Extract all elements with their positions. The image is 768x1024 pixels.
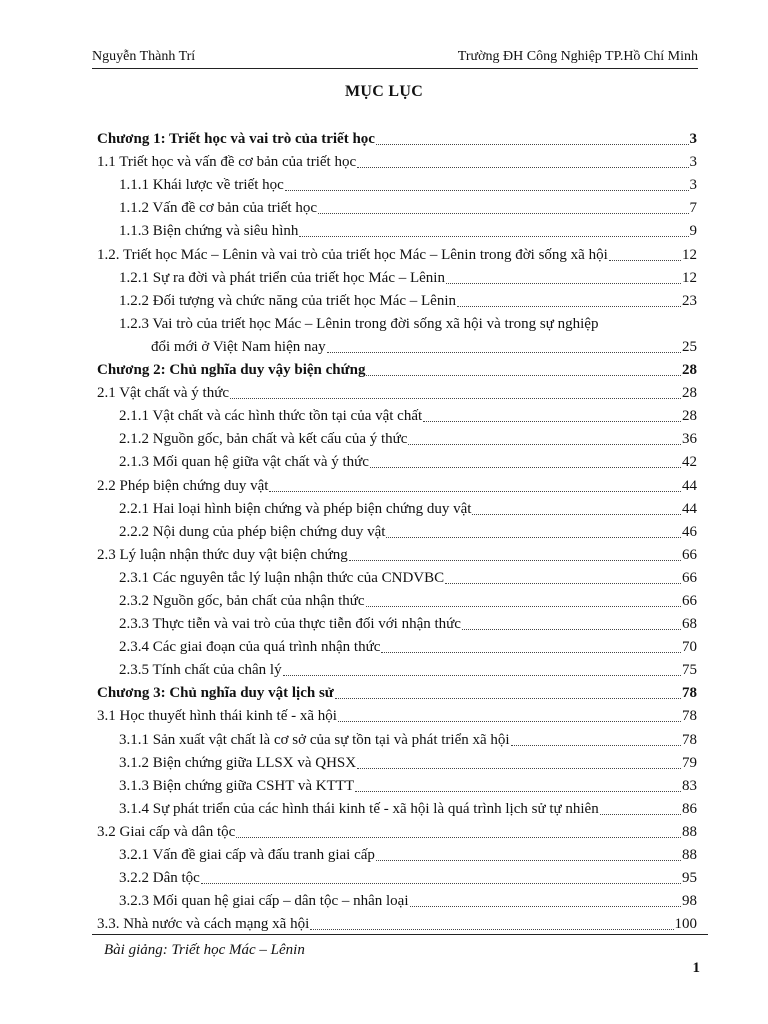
toc-entry-page: 3	[689, 131, 697, 148]
toc-entry-title: 1.2.1 Sự ra đời và phát triển của triết học Mác – Lênin	[119, 269, 445, 286]
dot-leader	[357, 167, 688, 168]
dot-leader	[338, 721, 681, 722]
toc-entry[interactable]	[97, 195, 697, 218]
toc-entry-title: Chương 1: Triết học và vai trò của triết học	[97, 131, 375, 148]
dot-leader	[357, 768, 681, 769]
dot-leader	[230, 398, 681, 399]
toc-entry-title: 3.1.1 Sản xuất vật chất là cơ sở của sự tồn tại và phát triển xã hội	[119, 731, 510, 748]
toc-entry-page: 25	[682, 338, 697, 355]
dot-leader	[445, 583, 681, 584]
toc-entry-page: 83	[682, 777, 697, 794]
toc-entry-title: 3.1.3 Biện chứng giữa CSHT và KTTT	[119, 777, 355, 794]
toc-entry-title: 2.3.5 Tính chất của chân lý	[119, 662, 282, 679]
toc-entry[interactable]	[97, 657, 697, 680]
toc-entry[interactable]	[97, 888, 697, 911]
toc-entry-title: đổi mới ở Việt Nam hiện nay	[151, 338, 326, 355]
toc-entry[interactable]	[97, 842, 697, 865]
toc-entry-page: 78	[682, 731, 697, 748]
toc-entry-title: 3.1.4 Sự phát triển của các hình thái kinh tế - xã hội là quá trình lịch sử tự nhiên	[119, 800, 599, 817]
toc-entry-page: 23	[682, 292, 697, 309]
toc-entry-title: 2.1.2 Nguồn gốc, bản chất và kết cấu của ý thức	[119, 431, 408, 448]
dot-leader	[381, 652, 681, 653]
toc-entry[interactable]	[97, 449, 697, 472]
toc-entry-page: 86	[682, 800, 697, 817]
dot-leader	[386, 537, 681, 538]
toc-entry-page: 66	[682, 546, 697, 563]
dot-leader	[410, 906, 681, 907]
toc-entry-title: 1.1.3 Biện chứng và siêu hình	[119, 223, 299, 240]
toc-entry[interactable]	[97, 726, 697, 749]
toc-chapter-entry[interactable]	[97, 126, 697, 149]
footer-text: Bài giảng: Triết học Mác – Lênin	[104, 942, 305, 958]
dot-leader	[283, 675, 681, 676]
toc-entry-page: 44	[682, 477, 697, 494]
toc-entry[interactable]	[97, 265, 697, 288]
toc-entry-page: 78	[682, 685, 697, 702]
dot-leader	[376, 144, 689, 145]
footer-divider	[92, 934, 708, 935]
dot-leader	[310, 929, 673, 930]
toc-entry-title: 2.3 Lý luận nhận thức duy vật biện chứng	[97, 546, 348, 563]
dot-leader	[472, 514, 681, 515]
toc-entry[interactable]	[97, 611, 697, 634]
toc-entry-title: 2.3.2 Nguồn gốc, bản chất của nhận thức	[119, 592, 365, 609]
dot-leader	[370, 467, 681, 468]
toc-entry-page: 68	[682, 616, 697, 633]
dot-leader	[408, 444, 681, 445]
dot-leader	[462, 629, 681, 630]
toc-entry[interactable]	[97, 911, 697, 934]
toc-entry-page: 98	[682, 893, 697, 910]
dot-leader	[600, 814, 681, 815]
toc-entry[interactable]	[97, 311, 697, 334]
toc-entry[interactable]	[97, 542, 697, 565]
page-number: 1	[692, 960, 700, 976]
toc-entry[interactable]	[97, 773, 697, 796]
toc-entry-title: 1.1.2 Vấn đề cơ bản của triết học	[119, 200, 318, 217]
toc-entry[interactable]	[97, 634, 697, 657]
toc-entry-title: 3.1 Học thuyết hình thái kinh tế - xã hội	[97, 708, 337, 725]
dot-leader	[349, 560, 681, 561]
toc-entry-title: 2.1 Vật chất và ý thức	[97, 385, 229, 402]
toc-entry-page: 75	[682, 662, 697, 679]
toc-entry[interactable]	[97, 218, 697, 241]
toc-entry-title: 2.2.1 Hai loại hình biện chứng và phép biện chứng duy vật	[119, 500, 472, 517]
dot-leader	[318, 213, 688, 214]
toc-entry-title: 3.2.2 Dân tộc	[119, 870, 200, 887]
dot-leader	[327, 352, 681, 353]
toc-entry[interactable]	[97, 426, 697, 449]
toc-entry-title: 1.2.2 Đối tượng và chức năng của triết học Mác – Lênin	[119, 292, 457, 309]
toc-entry[interactable]	[97, 288, 697, 311]
toc-entry[interactable]	[97, 172, 697, 195]
toc-entry-title: 2.2 Phép biện chứng duy vật	[97, 477, 269, 494]
toc-entry-page: 36	[682, 431, 697, 448]
toc-entry[interactable]	[97, 380, 697, 403]
dot-leader	[366, 606, 681, 607]
dot-leader	[457, 306, 681, 307]
toc-entry[interactable]	[97, 703, 697, 726]
page-title: MỤC LỤC	[344, 83, 424, 100]
dot-leader	[366, 375, 681, 376]
toc-entry-page: 42	[682, 454, 697, 471]
toc-entry-title: 3.1.2 Biện chứng giữa LLSX và QHSX	[119, 754, 357, 771]
toc-entry-title: 2.2.2 Nội dung của phép biện chứng duy vật	[119, 523, 386, 540]
dot-leader	[335, 698, 681, 699]
toc-entry-page: 100	[674, 916, 697, 933]
dot-leader	[376, 860, 681, 861]
toc-entry[interactable]	[97, 865, 697, 888]
toc-entry-title: 1.2.3 Vai trò của triết học Mác – Lênin trong đời sống xã hội và trong sự nghiệp	[119, 315, 599, 332]
toc-entry[interactable]	[97, 565, 697, 588]
toc-entry[interactable]	[97, 819, 697, 842]
toc-entry[interactable]	[97, 403, 697, 426]
toc-entry-page: 3	[689, 177, 697, 194]
toc-entry[interactable]	[97, 796, 697, 819]
toc-entry[interactable]	[97, 472, 697, 495]
header-author: Nguyễn Thành Trí	[92, 49, 196, 64]
toc-entry-page: 9	[689, 223, 697, 240]
page-header	[92, 48, 698, 69]
toc-entry-page: 78	[682, 708, 697, 725]
dot-leader	[511, 745, 681, 746]
dot-leader	[285, 190, 689, 191]
toc-entry[interactable]	[97, 241, 697, 264]
toc-entry-title: Chương 2: Chủ nghĩa duy vậy biện chứng	[97, 362, 366, 379]
dot-leader	[269, 491, 681, 492]
toc-entry-title: 1.1 Triết học và vấn đề cơ bản của triết học	[97, 154, 357, 171]
dot-leader	[201, 883, 681, 884]
toc-entry[interactable]	[97, 750, 697, 773]
dot-leader	[355, 791, 681, 792]
dot-leader	[446, 283, 681, 284]
toc-entry-title: 1.2. Triết học Mác – Lênin và vai trò của triết học Mác – Lênin trong đời sống xã hội	[97, 246, 608, 263]
toc-entry-title: 2.1.1 Vật chất và các hình thức tồn tại của vật chất	[119, 408, 423, 425]
toc-entry[interactable]	[97, 496, 697, 519]
toc-entry[interactable]	[97, 588, 697, 611]
toc-chapter-entry[interactable]	[97, 680, 697, 703]
toc-entry-page: 28	[682, 408, 697, 425]
toc-entry-page: 88	[682, 823, 697, 840]
toc-entry-page: 12	[682, 246, 697, 263]
toc-entry-page: 12	[682, 269, 697, 286]
toc-entry[interactable]	[97, 334, 697, 357]
toc-entry-title: 3.2 Giai cấp và dân tộc	[97, 823, 236, 840]
toc-entry-page: 66	[682, 569, 697, 586]
toc-entry-title: 3.3. Nhà nước và cách mạng xã hội	[97, 916, 310, 933]
toc-entry-title: 2.1.3 Mối quan hệ giữa vật chất và ý thức	[119, 454, 369, 471]
dot-leader	[609, 260, 681, 261]
dot-leader	[423, 421, 681, 422]
toc-entry-page: 3	[689, 154, 697, 171]
table-of-contents	[97, 126, 697, 934]
toc-entry-page: 44	[682, 500, 697, 517]
toc-entry[interactable]	[97, 519, 697, 542]
toc-chapter-entry[interactable]	[97, 357, 697, 380]
toc-entry-page: 7	[689, 200, 697, 217]
toc-entry-page: 28	[682, 385, 697, 402]
toc-entry-title: 2.3.3 Thực tiễn và vai trò của thực tiễn đối với nhận thức	[119, 616, 461, 633]
toc-entry-title: 1.1.1 Khái lược về triết học	[119, 177, 284, 194]
toc-entry[interactable]	[97, 149, 697, 172]
toc-entry-page: 95	[682, 870, 697, 887]
toc-entry-title: 2.3.1 Các nguyên tắc lý luận nhận thức của CNDVBC	[119, 569, 445, 586]
header-school: Trường ĐH Công Nghiệp TP.Hồ Chí Minh	[457, 49, 698, 64]
toc-entry-title: 3.2.1 Vấn đề giai cấp và đấu tranh giai cấp	[119, 847, 375, 863]
toc-entry-page: 66	[682, 592, 697, 609]
toc-entry-page: 88	[682, 847, 697, 863]
toc-entry-title: 2.3.4 Các giai đoạn của quá trình nhận thức	[119, 639, 381, 656]
toc-entry-page: 28	[682, 362, 697, 379]
toc-entry-page: 46	[682, 523, 697, 540]
toc-entry-page: 70	[682, 639, 697, 656]
dot-leader	[236, 837, 681, 838]
toc-entry-page: 79	[682, 754, 697, 771]
toc-entry-title: Chương 3: Chủ nghĩa duy vật lịch sử	[97, 685, 334, 702]
toc-entry-title: 3.2.3 Mối quan hệ giai cấp – dân tộc – nhân loại	[119, 893, 409, 910]
dot-leader	[299, 236, 688, 237]
